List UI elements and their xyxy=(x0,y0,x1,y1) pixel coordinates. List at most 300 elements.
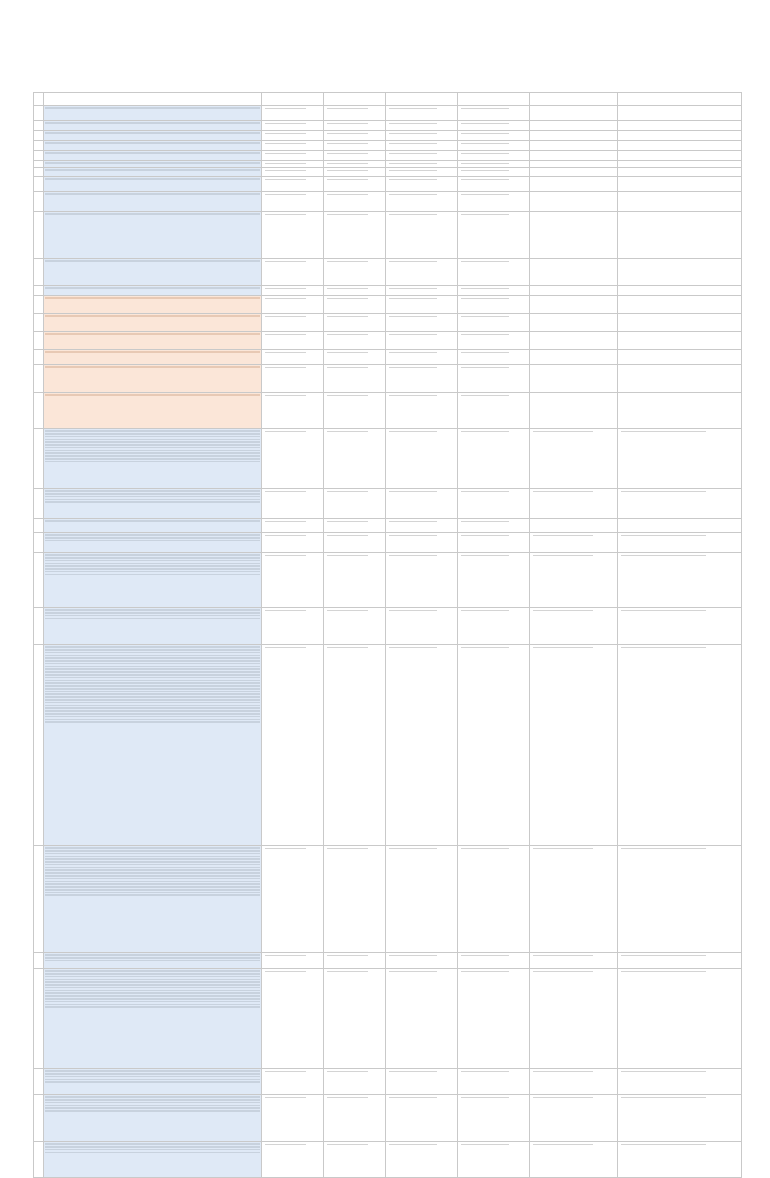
value-cell xyxy=(530,151,618,161)
text-line xyxy=(389,521,437,522)
text-line xyxy=(389,535,437,536)
row-id-cell xyxy=(34,953,44,969)
value-cell xyxy=(458,1142,530,1178)
text-line xyxy=(461,848,509,849)
text-line xyxy=(45,557,260,559)
text-line xyxy=(461,133,509,134)
text-line xyxy=(327,133,368,134)
text-line xyxy=(327,491,368,492)
text-line xyxy=(45,493,260,495)
value-cell xyxy=(262,489,324,519)
value-cell xyxy=(324,1069,386,1095)
text-line xyxy=(389,395,437,396)
table-row xyxy=(34,121,742,131)
text-line xyxy=(45,685,260,687)
requirement-cell xyxy=(44,192,262,212)
text-line xyxy=(533,535,593,536)
text-line xyxy=(45,657,260,659)
text-line xyxy=(461,179,509,180)
value-cell xyxy=(458,519,530,533)
value-cell xyxy=(458,212,530,259)
value-cell xyxy=(324,533,386,553)
text-line xyxy=(45,987,260,989)
text-line xyxy=(327,395,368,396)
value-cell xyxy=(458,608,530,645)
table-row xyxy=(34,106,742,121)
text-line xyxy=(621,555,706,556)
text-line xyxy=(45,1143,260,1145)
text-line xyxy=(389,647,437,648)
row-id-cell xyxy=(34,141,44,151)
text-line xyxy=(45,394,260,396)
value-cell xyxy=(324,177,386,192)
text-line xyxy=(461,521,509,522)
value-cell xyxy=(618,1095,742,1142)
value-cell xyxy=(618,645,742,846)
value-cell xyxy=(530,168,618,177)
requirement-cell xyxy=(44,131,262,141)
row-id-cell xyxy=(34,106,44,121)
table-row xyxy=(34,519,742,533)
text-line xyxy=(45,152,260,154)
text-line xyxy=(265,1097,306,1098)
value-cell xyxy=(386,314,458,332)
value-cell xyxy=(324,286,386,296)
value-cell xyxy=(458,365,530,393)
requirement-cell xyxy=(44,212,262,259)
text-line xyxy=(45,699,260,701)
text-line xyxy=(45,1004,260,1006)
text-line xyxy=(389,143,437,144)
text-line xyxy=(45,646,260,648)
text-line xyxy=(389,108,437,109)
text-line xyxy=(45,162,260,164)
value-cell xyxy=(530,533,618,553)
text-line xyxy=(45,366,260,368)
value-cell xyxy=(262,332,324,350)
text-line xyxy=(621,431,706,432)
text-line xyxy=(461,194,509,195)
value-cell xyxy=(386,131,458,141)
text-line xyxy=(533,955,593,956)
text-line xyxy=(533,971,593,972)
text-line xyxy=(45,680,260,682)
value-cell xyxy=(262,177,324,192)
text-line xyxy=(265,261,306,262)
value-cell xyxy=(262,953,324,969)
text-line xyxy=(461,108,509,109)
text-line xyxy=(45,287,260,289)
value-cell xyxy=(386,429,458,489)
value-cell xyxy=(324,296,386,314)
table-row xyxy=(34,286,742,296)
value-cell xyxy=(262,1069,324,1095)
requirement-cell xyxy=(44,314,262,332)
text-line xyxy=(45,671,260,673)
value-cell xyxy=(324,489,386,519)
value-cell xyxy=(386,106,458,121)
value-cell xyxy=(618,1069,742,1095)
value-cell xyxy=(530,519,618,533)
text-line xyxy=(265,367,306,368)
text-line xyxy=(45,430,260,432)
value-cell xyxy=(530,192,618,212)
requirement-cell xyxy=(44,519,262,533)
value-cell xyxy=(458,151,530,161)
text-line xyxy=(533,1097,593,1098)
value-cell xyxy=(386,141,458,151)
value-cell xyxy=(530,953,618,969)
text-line xyxy=(327,108,368,109)
value-cell xyxy=(458,192,530,212)
text-line xyxy=(327,214,368,215)
text-line xyxy=(461,143,509,144)
value-cell xyxy=(458,131,530,141)
value-cell xyxy=(262,141,324,151)
value-cell xyxy=(386,192,458,212)
text-line xyxy=(45,260,260,262)
text-line xyxy=(45,1079,260,1081)
text-line xyxy=(45,981,260,983)
value-cell xyxy=(262,846,324,953)
text-line xyxy=(45,132,260,134)
text-line xyxy=(45,563,260,565)
row-id-cell xyxy=(34,131,44,141)
value-cell xyxy=(530,429,618,489)
requirement-cell xyxy=(44,286,262,296)
value-cell xyxy=(458,953,530,969)
text-line xyxy=(621,610,706,611)
text-line xyxy=(45,1110,260,1112)
text-line xyxy=(461,955,509,956)
table-row xyxy=(34,846,742,953)
text-line xyxy=(327,298,368,299)
value-cell xyxy=(530,608,618,645)
text-line xyxy=(265,143,306,144)
value-cell xyxy=(324,969,386,1069)
value-cell xyxy=(262,168,324,177)
value-cell xyxy=(618,489,742,519)
value-cell xyxy=(530,161,618,168)
text-line xyxy=(461,334,509,335)
text-line xyxy=(45,568,260,570)
text-line xyxy=(45,1070,260,1072)
value-cell xyxy=(262,608,324,645)
value-cell xyxy=(324,393,386,429)
text-line xyxy=(45,707,260,709)
value-cell xyxy=(324,131,386,141)
text-line xyxy=(45,142,260,144)
value-cell xyxy=(530,286,618,296)
text-line xyxy=(461,153,509,154)
text-line xyxy=(389,555,437,556)
text-line xyxy=(45,452,260,454)
table-row xyxy=(34,365,742,393)
text-line xyxy=(389,1071,437,1072)
text-line xyxy=(389,163,437,164)
text-line xyxy=(45,702,260,704)
value-cell xyxy=(386,489,458,519)
value-cell xyxy=(530,314,618,332)
value-cell xyxy=(458,332,530,350)
table-row xyxy=(34,177,742,192)
text-line xyxy=(45,1001,260,1003)
value-cell xyxy=(386,121,458,131)
row-id-cell xyxy=(34,121,44,131)
text-line xyxy=(327,521,368,522)
value-cell xyxy=(262,161,324,168)
value-cell xyxy=(386,953,458,969)
text-line xyxy=(265,610,306,611)
requirement-cell xyxy=(44,489,262,519)
text-line xyxy=(265,214,306,215)
value-cell xyxy=(262,212,324,259)
text-line xyxy=(265,170,306,171)
text-line xyxy=(389,971,437,972)
text-line xyxy=(389,123,437,124)
row-id-cell xyxy=(34,489,44,519)
header-column-1 xyxy=(262,93,324,106)
row-id-cell xyxy=(34,608,44,645)
text-line xyxy=(45,439,260,441)
requirement-cell xyxy=(44,151,262,161)
text-line xyxy=(327,316,368,317)
text-line xyxy=(45,501,260,503)
text-line xyxy=(265,108,306,109)
value-cell xyxy=(262,121,324,131)
text-line xyxy=(45,122,260,124)
text-line xyxy=(265,521,306,522)
value-cell xyxy=(324,429,386,489)
text-line xyxy=(265,431,306,432)
text-line xyxy=(533,555,593,556)
table-row xyxy=(34,393,742,429)
value-cell xyxy=(618,350,742,365)
value-cell xyxy=(324,161,386,168)
value-cell xyxy=(530,212,618,259)
text-line xyxy=(45,649,260,651)
value-cell xyxy=(262,429,324,489)
text-line xyxy=(621,1097,706,1098)
table-row xyxy=(34,296,742,314)
value-cell xyxy=(324,151,386,161)
value-cell xyxy=(386,519,458,533)
requirement-cell xyxy=(44,645,262,846)
value-cell xyxy=(262,365,324,393)
value-cell xyxy=(458,141,530,151)
text-line xyxy=(45,721,260,723)
value-cell xyxy=(386,969,458,1069)
value-cell xyxy=(386,608,458,645)
text-line xyxy=(45,315,260,317)
requirement-cell xyxy=(44,969,262,1069)
row-id-cell xyxy=(34,177,44,192)
row-id-cell xyxy=(34,969,44,1069)
value-cell xyxy=(324,1142,386,1178)
value-cell xyxy=(262,519,324,533)
text-line xyxy=(45,520,260,522)
text-line xyxy=(621,848,706,849)
value-cell xyxy=(458,489,530,519)
row-id-cell xyxy=(34,259,44,286)
text-line xyxy=(461,123,509,124)
text-line xyxy=(327,431,368,432)
text-line xyxy=(265,971,306,972)
row-id-cell xyxy=(34,192,44,212)
value-cell xyxy=(262,131,324,141)
value-cell xyxy=(386,161,458,168)
text-line xyxy=(461,971,509,972)
text-line xyxy=(45,984,260,986)
value-cell xyxy=(530,131,618,141)
requirement-cell xyxy=(44,846,262,953)
value-cell xyxy=(262,106,324,121)
text-line xyxy=(389,955,437,956)
value-cell xyxy=(324,141,386,151)
text-line xyxy=(265,1071,306,1072)
text-line xyxy=(461,261,509,262)
value-cell xyxy=(262,192,324,212)
requirement-cell xyxy=(44,953,262,969)
text-line xyxy=(621,491,706,492)
text-line xyxy=(45,436,260,438)
value-cell xyxy=(386,350,458,365)
value-cell xyxy=(324,608,386,645)
table-row xyxy=(34,141,742,151)
text-line xyxy=(45,858,260,860)
text-line xyxy=(45,1006,260,1008)
requirement-cell xyxy=(44,161,262,168)
value-cell xyxy=(530,332,618,350)
text-line xyxy=(265,194,306,195)
text-line xyxy=(45,881,260,883)
text-line xyxy=(265,334,306,335)
text-line xyxy=(45,565,260,567)
row-id-cell xyxy=(34,350,44,365)
requirement-cell xyxy=(44,553,262,608)
value-cell xyxy=(262,533,324,553)
text-line xyxy=(265,955,306,956)
text-line xyxy=(533,1144,593,1145)
text-line xyxy=(327,955,368,956)
row-id-cell xyxy=(34,365,44,393)
text-line xyxy=(45,954,260,956)
text-line xyxy=(461,610,509,611)
value-cell xyxy=(618,192,742,212)
text-line xyxy=(265,1144,306,1145)
text-line xyxy=(533,647,593,648)
text-line xyxy=(389,491,437,492)
row-id-cell xyxy=(34,168,44,177)
value-cell xyxy=(458,350,530,365)
table-row xyxy=(34,212,742,259)
table-row xyxy=(34,533,742,553)
value-cell xyxy=(458,106,530,121)
text-line xyxy=(389,261,437,262)
text-line xyxy=(389,298,437,299)
text-line xyxy=(45,178,260,180)
text-line xyxy=(45,612,260,614)
requirement-cell xyxy=(44,393,262,429)
requirement-cell xyxy=(44,608,262,645)
value-cell xyxy=(386,286,458,296)
header-id xyxy=(34,93,44,106)
value-cell xyxy=(530,296,618,314)
table-row xyxy=(34,969,742,1069)
value-cell xyxy=(386,212,458,259)
text-line xyxy=(45,534,260,536)
value-cell xyxy=(618,969,742,1069)
row-id-cell xyxy=(34,533,44,553)
text-line xyxy=(45,1073,260,1075)
value-cell xyxy=(324,519,386,533)
value-cell xyxy=(386,259,458,286)
requirement-cell xyxy=(44,141,262,151)
requirement-cell xyxy=(44,1069,262,1095)
value-cell xyxy=(386,393,458,429)
value-cell xyxy=(324,553,386,608)
text-line xyxy=(327,194,368,195)
value-cell xyxy=(618,286,742,296)
text-line xyxy=(461,647,509,648)
text-line xyxy=(621,535,706,536)
text-line xyxy=(45,960,260,962)
value-cell xyxy=(618,106,742,121)
value-cell xyxy=(262,645,324,846)
value-cell xyxy=(262,314,324,332)
row-id-cell xyxy=(34,645,44,846)
text-line xyxy=(389,352,437,353)
value-cell xyxy=(618,212,742,259)
value-cell xyxy=(458,969,530,1069)
table-row xyxy=(34,429,742,489)
value-cell xyxy=(458,121,530,131)
text-line xyxy=(389,1097,437,1098)
table-row xyxy=(34,259,742,286)
text-line xyxy=(45,169,260,171)
text-line xyxy=(45,979,260,981)
text-line xyxy=(621,647,706,648)
text-line xyxy=(45,864,260,866)
requirement-cell xyxy=(44,533,262,553)
table-row xyxy=(34,332,742,350)
table-row xyxy=(34,645,742,846)
text-line xyxy=(45,618,260,620)
value-cell xyxy=(324,168,386,177)
value-cell xyxy=(262,969,324,1069)
text-line xyxy=(45,490,260,492)
value-cell xyxy=(618,393,742,429)
value-cell xyxy=(458,533,530,553)
value-cell xyxy=(324,259,386,286)
text-line xyxy=(45,499,260,501)
value-cell xyxy=(324,121,386,131)
text-line xyxy=(327,334,368,335)
value-cell xyxy=(618,553,742,608)
text-line xyxy=(327,555,368,556)
value-cell xyxy=(530,177,618,192)
text-line xyxy=(45,663,260,665)
value-cell xyxy=(386,1069,458,1095)
value-cell xyxy=(618,1142,742,1178)
text-line xyxy=(265,555,306,556)
text-line xyxy=(45,1146,260,1148)
text-line xyxy=(45,878,260,880)
text-line xyxy=(45,615,260,617)
value-cell xyxy=(458,1095,530,1142)
table-row xyxy=(34,151,742,161)
text-line xyxy=(389,194,437,195)
